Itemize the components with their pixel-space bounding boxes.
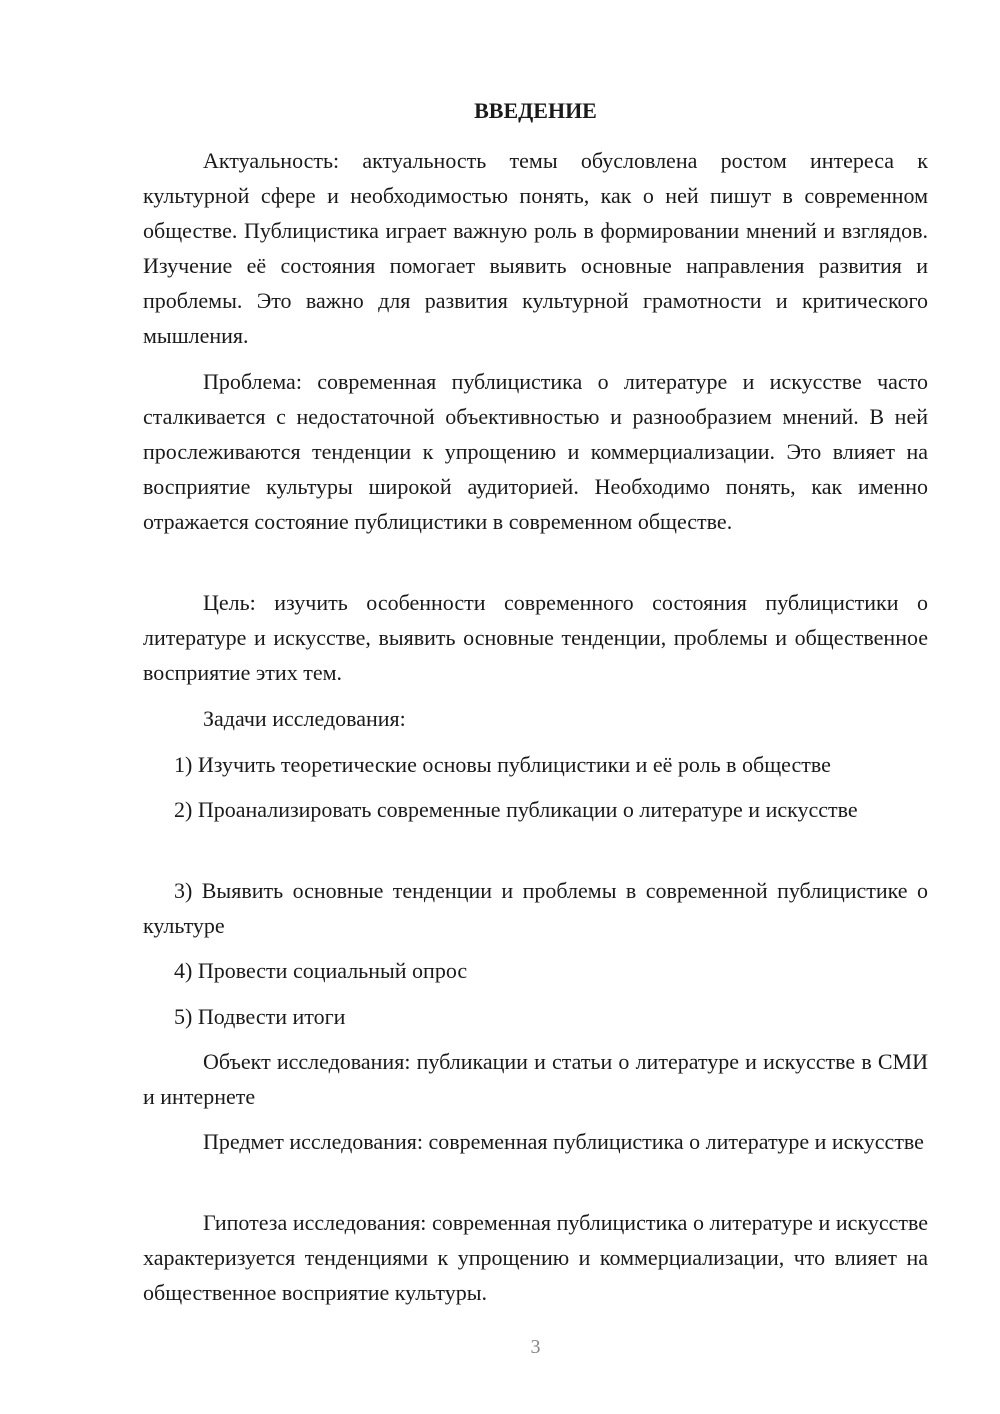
page-title: ВВЕДЕНИЕ: [474, 98, 597, 123]
task-item-3: 3) Выявить основные тенденции и проблемы в современной публицистике о культуре: [143, 878, 928, 938]
paragraph-object: Объект исследования: публикации и статьи о литературе и искусстве в СМИ и интернете: [143, 1049, 928, 1109]
page-number: 3: [530, 1336, 541, 1358]
paragraph-relevance: Актуальность: актуальность темы обусловлена ростом интереса к культурной сфере и необходимостью понять, как о ней пишут в современном обществе. Публицистика играет важную роль в формировании мнений и взглядов. Изучение её состояния помогает выявить основные направления развития и проблемы. Это важно для развития культурной грамотности и критического мышления.: [143, 148, 928, 348]
task-item-4: 4) Провести социальный опрос: [174, 958, 468, 983]
paragraph-subject: Предмет исследования: современная публицистика о литературе и искусстве: [203, 1129, 924, 1154]
tasks-heading: Задачи исследования:: [203, 706, 406, 731]
task-item-5: 5) Подвести итоги: [174, 1004, 346, 1029]
paragraph-hypothesis: Гипотеза исследования: современная публицистика о литературе и искусстве характеризуется тенденциями к упрощению и коммерциализации, что влияет на общественное восприятие культуры.: [143, 1210, 928, 1305]
document-page: [143, 0, 928, 1414]
task-item-1: 1) Изучить теоретические основы публицистики и её роль в обществе: [174, 752, 831, 777]
task-item-2: 2) Проанализировать современные публикации о литературе и искусстве: [174, 797, 858, 822]
paragraph-goal: Цель: изучить особенности современного состояния публицистики о литературе и искусстве, выявить основные тенденции, проблемы и общественное восприятие этих тем.: [143, 590, 928, 685]
paragraph-problem: Проблема: современная публицистика о литературе и искусстве часто сталкивается с недостаточной объективностью и разнообразием мнений. В ней прослеживаются тенденции к упрощению и коммерциализации. Это влияет на восприятие культуры широкой аудиторией. Необходимо понять, как именно отражается состояние публицистики в современном обществе.: [143, 369, 928, 534]
